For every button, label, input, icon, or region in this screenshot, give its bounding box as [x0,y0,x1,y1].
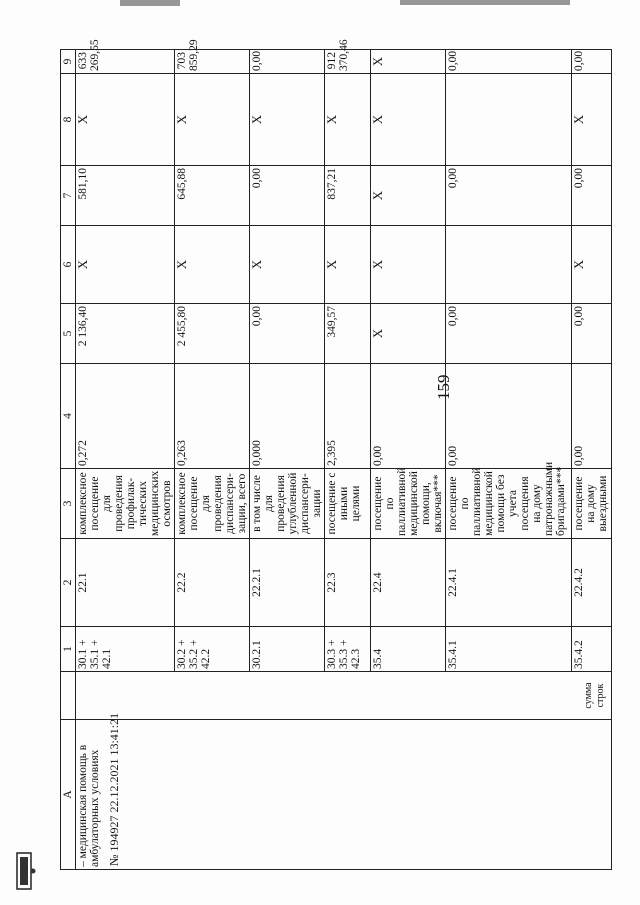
cell-col5: X [250,226,325,304]
cell-col6: 581,10 [76,166,175,226]
cell-col3: 0,263 [175,364,250,469]
sum-formula: 35.4.2 [572,627,612,672]
sum-formula: 35.4 [371,627,446,672]
header-cell: 7 [61,166,76,226]
sum-formula: 30.2.1 [250,627,325,672]
row-name: комплексное посещение для проведения диспансери-зации, всего [175,469,250,539]
header-cell: 9 [61,50,76,74]
row-code: 22.4.2 [572,539,612,627]
table-row [76,50,175,870]
sum-formula: 30.1 + 35.1 + 42.1 [76,627,175,672]
row-code: 22.4.1 [446,539,572,627]
cell-col6: 0,00 [250,166,325,226]
row-name: посещение по паллиативной медицинской помощи без учета посещения на дому патронажными бригадами*** [446,469,572,539]
cell-col8: 0,00 [572,50,612,74]
header-cell: 4 [61,364,76,469]
stamp-icon [16,852,36,890]
cell-col5: X [371,226,446,304]
cell-col7: X [572,74,612,166]
header-cell: 3 [61,469,76,539]
cell-col3: 2,395 [325,364,371,469]
sum-formula: 30.3 + 35.3 + 42.3 [325,627,371,672]
cell-col3: 0,00 [572,364,612,469]
row-name: в том числе для проведения углубленной диспансери-зации [250,469,325,539]
cell-col3: 0,000 [250,364,325,469]
row-name: комплексное посещение для проведения профилак-тических медицинских осмотров [76,469,175,539]
cell-col7: X [76,74,175,166]
header-cell: 1 [61,627,76,672]
row-code: 22.2 [175,539,250,627]
cell-col4: 0,00 [446,304,572,364]
cell-col8: 633 269,55 [76,50,175,74]
cell-col7: X [175,74,250,166]
scan-artifact [120,0,180,6]
row-name: посещение по паллиативной медицинской помощи, включая*** [371,469,446,539]
cell-col6: X [371,166,446,226]
cell-col8: 912 370,46 [325,50,371,74]
cell-col7: X [371,74,446,166]
document-id: № 194927 22.12.2021 13:41:21 [107,712,121,866]
cell-col8: 0,00 [250,50,325,74]
cell-col3: 0,272 [76,364,175,469]
row-name: посещение на дому выездными [572,469,612,539]
cell-col4: X [371,304,446,364]
cell-col3: 0,00 [446,364,572,469]
row-name: посещение с иными целями [325,469,371,539]
cell-col5: X [175,226,250,304]
sum-label: сумма строк [583,682,606,709]
header-cell: 8 [61,74,76,166]
cell-col6: 0,00 [572,166,612,226]
cell-col7: X [325,74,371,166]
header-cell [61,672,76,720]
scan-artifact [400,0,570,5]
header-cell: 2 [61,539,76,627]
cell-col7 [446,74,572,166]
cell-col8: X [371,50,446,74]
header-cell: 5 [61,304,76,364]
table-container [60,39,609,870]
cell-col5 [446,226,572,304]
sum-column [76,672,612,720]
cell-col4: 2 455,80 [175,304,250,364]
cell-col4: 0,00 [572,304,612,364]
sum-formula: 35.4.1 [446,627,572,672]
row-code: 22.4 [371,539,446,627]
header-cell: 6 [61,226,76,304]
row-code: 22.2.1 [250,539,325,627]
cell-col4: 0,00 [250,304,325,364]
cell-col8: 703 859,29 [175,50,250,74]
row-code: 22.1 [76,539,175,627]
cell-col7: X [250,74,325,166]
cell-col5: X [325,226,371,304]
header-cell: A [61,720,76,870]
cell-col6: 645,88 [175,166,250,226]
cell-col4: 2 136,40 [76,304,175,364]
cell-col8: 0,00 [446,50,572,74]
row-code: 22.3 [325,539,371,627]
cell-col5: X [76,226,175,304]
page-number: 159 [434,374,453,400]
cell-col4: 349,57 [325,304,371,364]
cell-col5: X [572,226,612,304]
group-title: – медицинская помощь в амбулаторных условиях [76,720,612,870]
cell-col6: 837,21 [325,166,371,226]
cell-col6: 0,00 [446,166,572,226]
header-row [61,50,76,870]
sum-formula: 30.2 + 35.2 + 42.2 [175,627,250,672]
cell-col3: 0,00 [371,364,446,469]
financial-table [60,39,612,870]
